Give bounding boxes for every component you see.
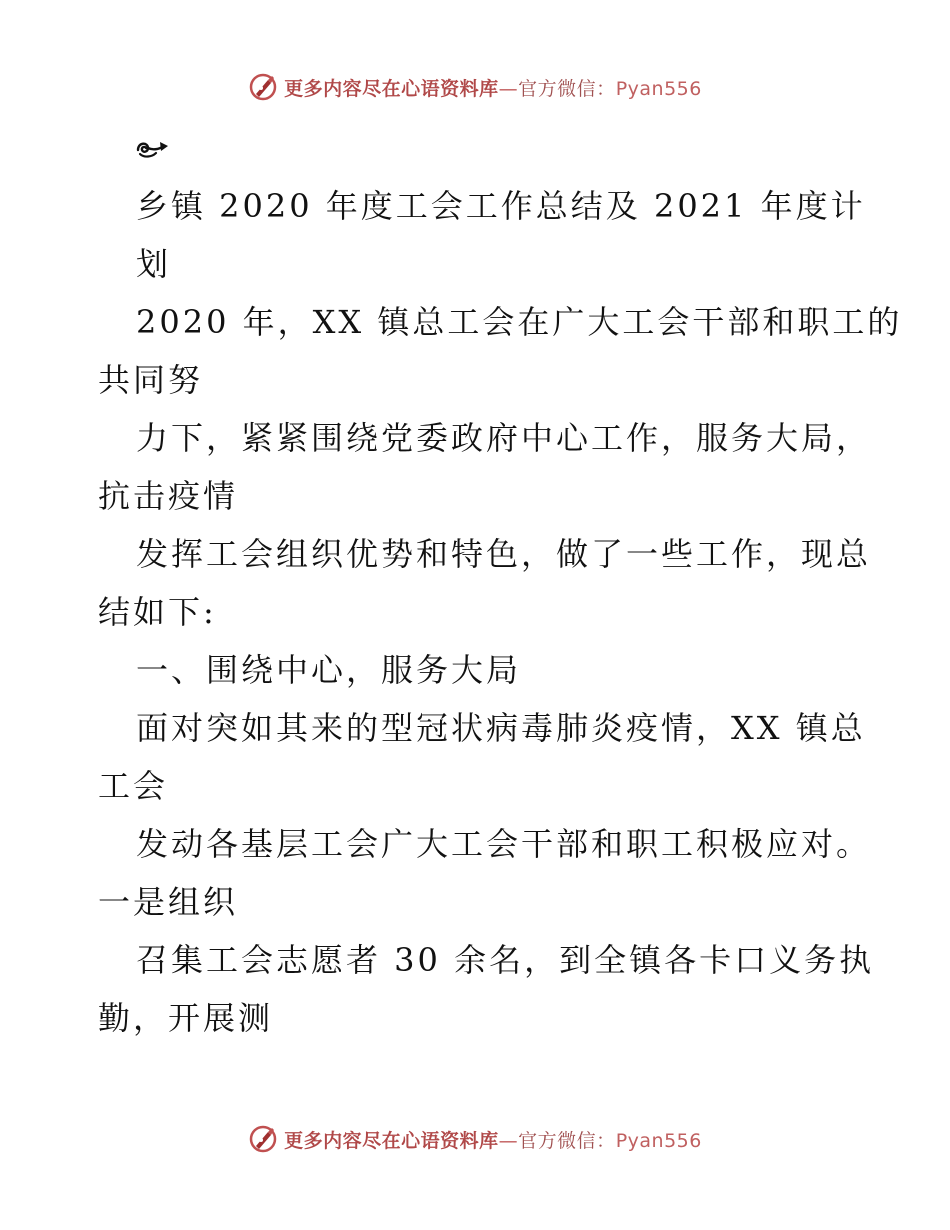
footer-watermark: [0, 1124, 950, 1154]
header-watermark: [0, 72, 950, 102]
doc-paragraph-line: 发动各基层工会广大工会干部和职工积极应对。: [136, 825, 872, 863]
watermark-dash: —: [498, 1129, 519, 1152]
watermark-sub: 官方微信：: [518, 1129, 616, 1152]
watermark-id: Pyan556: [615, 1129, 702, 1152]
doc-paragraph-line: 结如下:: [98, 593, 217, 631]
doc-title-line-2: 划: [136, 245, 172, 283]
watermark-main: 更多内容尽在心语资料库: [284, 77, 499, 100]
doc-paragraph-line: 发挥工会组织优势和特色，做了一些工作，现总: [136, 535, 872, 573]
doc-paragraph-line: 2020 年，XX 镇总工会在广大工会干部和职工的: [136, 303, 903, 341]
ornament-icon: [134, 136, 174, 160]
pen-logo-icon: [248, 72, 278, 102]
watermark-text: [284, 1126, 702, 1153]
doc-title-line-1: 乡镇 2020 年度工会工作总结及 2021 年度计: [136, 187, 866, 225]
doc-paragraph-line: 勤，开展测: [98, 999, 274, 1037]
doc-paragraph-line: 抗击疫情: [98, 477, 239, 515]
watermark-sub: 官方微信：: [518, 77, 616, 100]
doc-paragraph-line: 工会: [98, 767, 169, 805]
doc-paragraph-line: 召集工会志愿者 30 余名，到全镇各卡口义务执: [136, 941, 875, 979]
pen-logo-icon: [248, 1124, 278, 1154]
doc-paragraph-line: 力下，紧紧围绕党委政府中心工作，服务大局，: [136, 419, 872, 457]
watermark-text: [284, 74, 702, 101]
watermark-dash: —: [498, 77, 519, 100]
watermark-id: Pyan556: [615, 77, 702, 100]
doc-paragraph-line: 一是组织: [98, 883, 239, 921]
doc-paragraph-line: 共同努: [98, 361, 204, 399]
watermark-main: 更多内容尽在心语资料库: [284, 1129, 499, 1152]
doc-paragraph-line: 面对突如其来的型冠状病毒肺炎疫情，XX 镇总: [136, 709, 866, 747]
doc-section-heading: 一、围绕中心，服务大局: [136, 651, 522, 689]
